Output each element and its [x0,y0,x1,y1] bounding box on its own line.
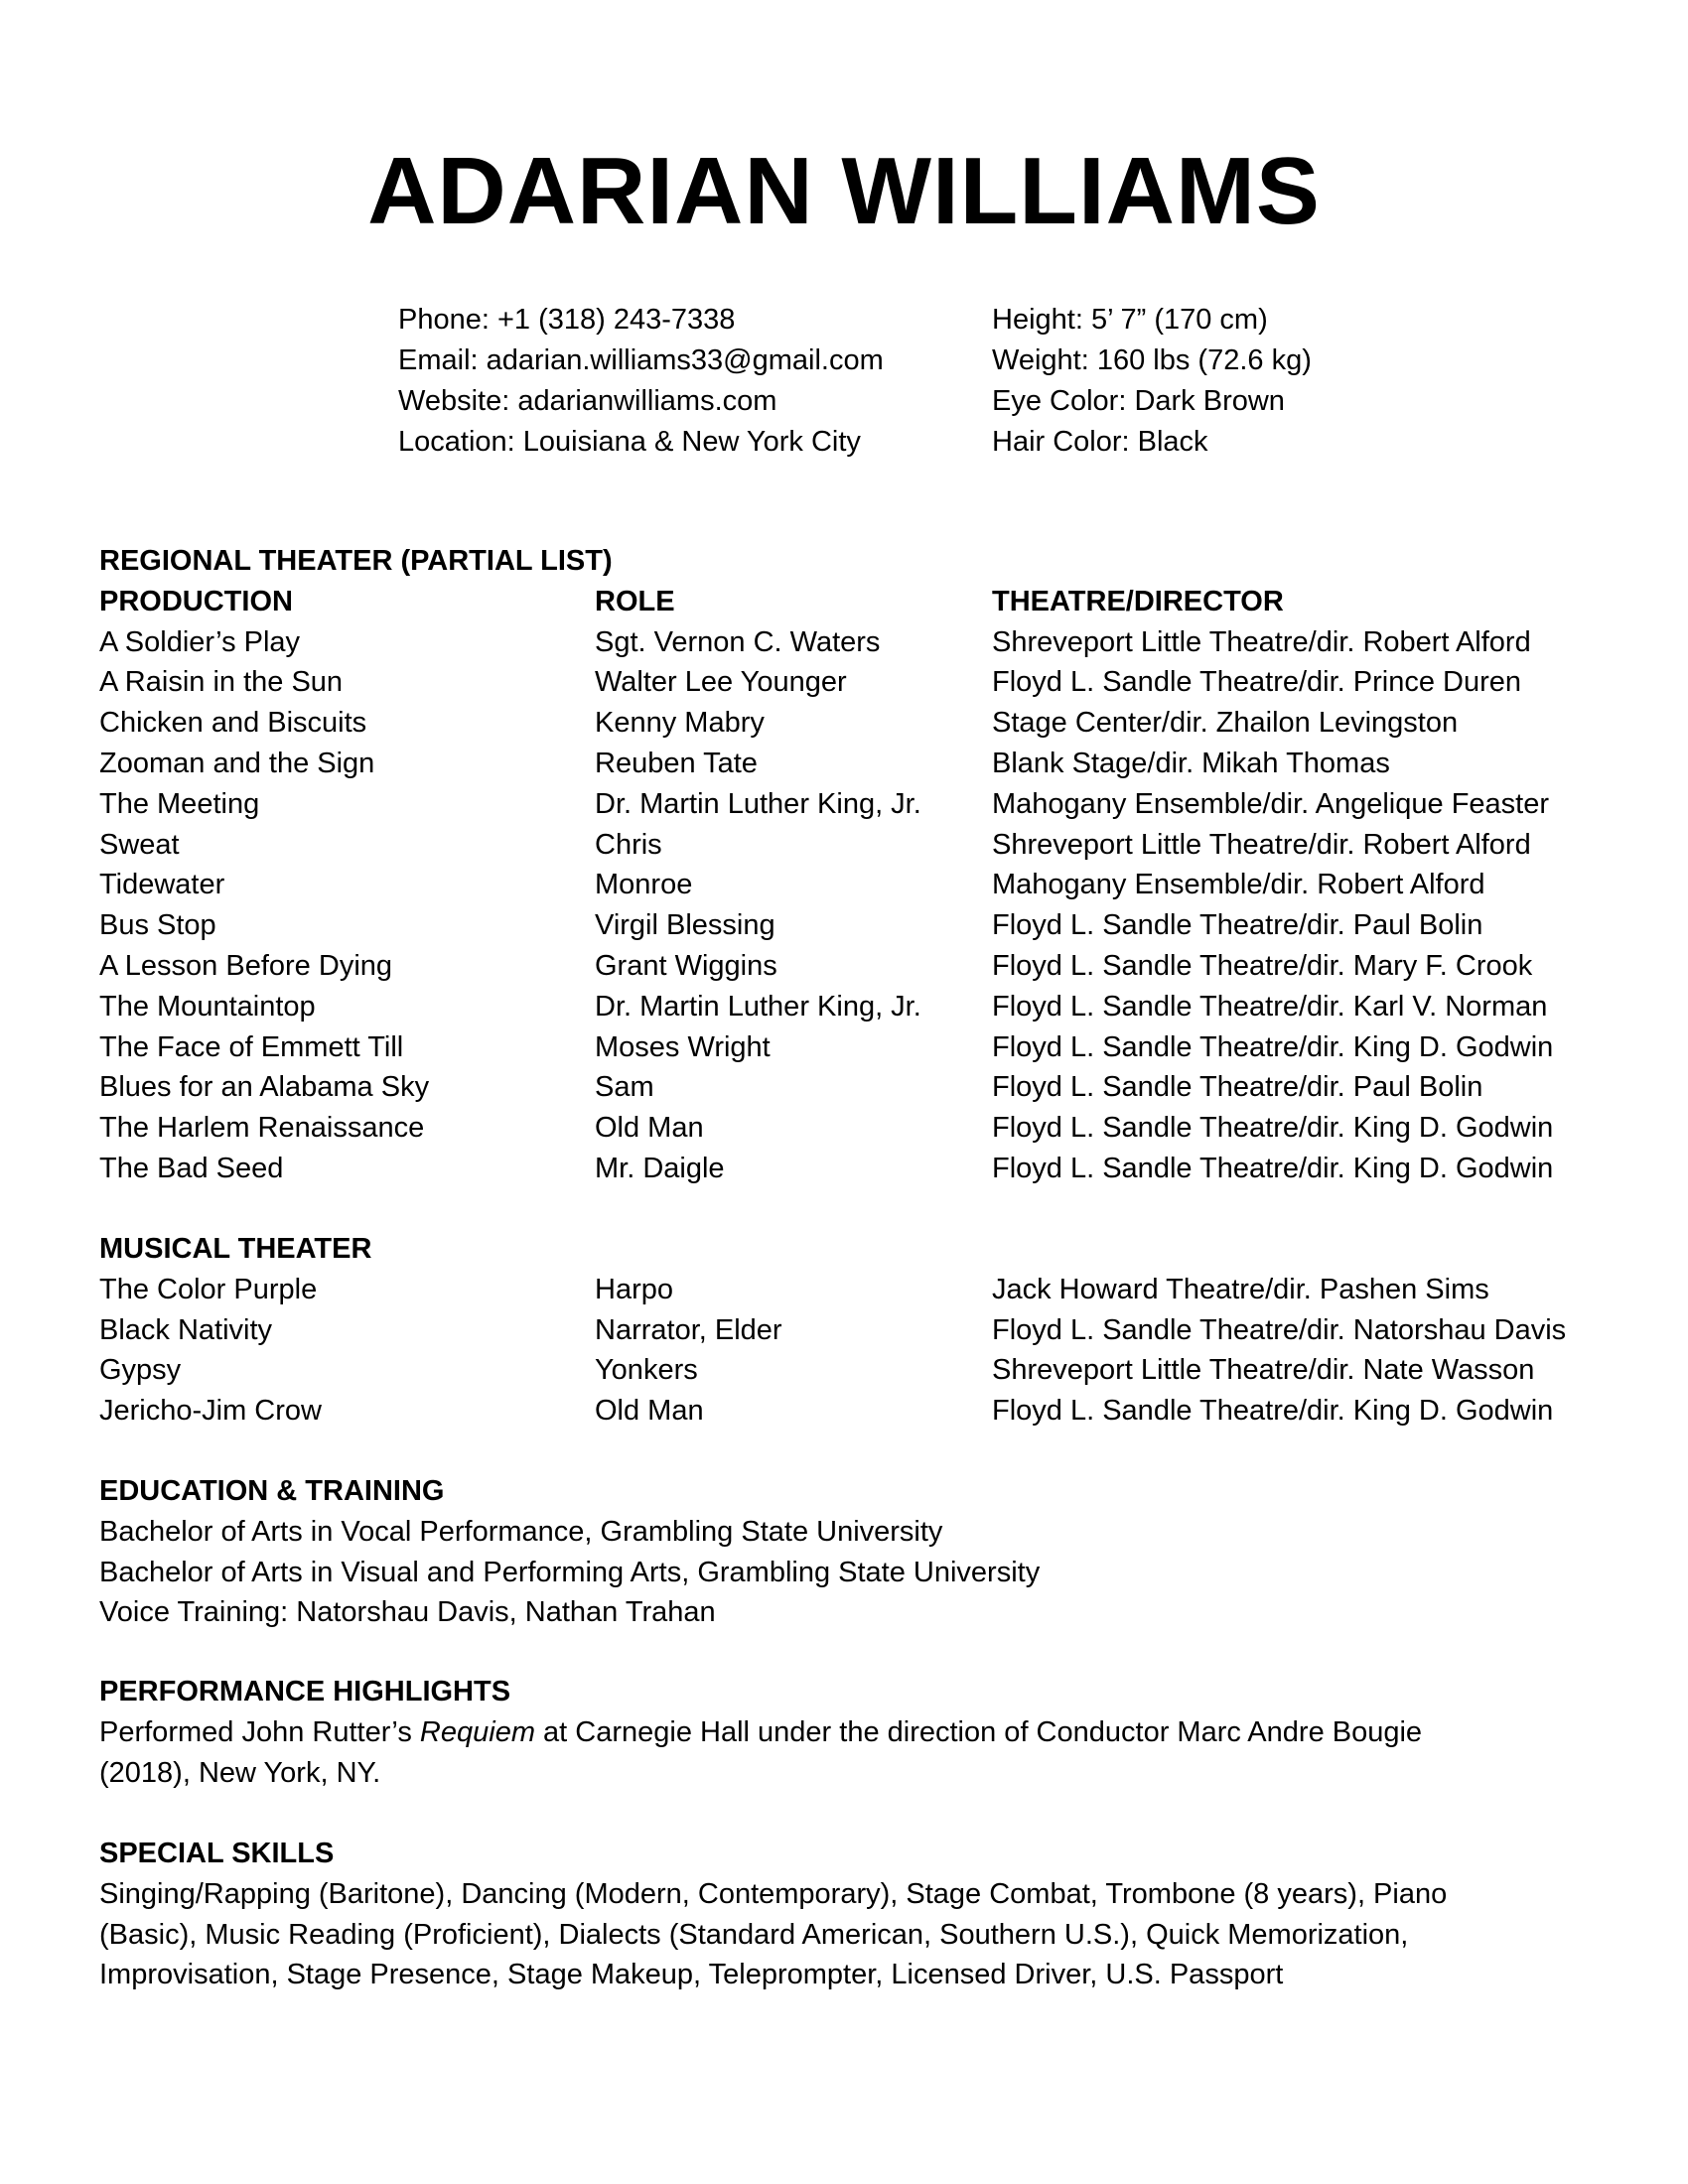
credit-production: Zooman and the Sign [99,747,375,779]
credit-role: Grant Wiggins [595,949,777,982]
column-header-theatre-director: THEATRE/DIRECTOR [992,585,1284,617]
credit-theatre-director: Shreveport Little Theatre/dir. Nate Wasson [992,1354,1535,1387]
credit-theatre-director: Floyd L. Sandle Theatre/dir. King D. Godwin [992,1395,1554,1428]
credit-row [99,1310,1589,1351]
credit-role: Dr. Martin Luther King, Jr. [595,990,921,1023]
stat-height: Height: 5’ 7” (170 cm) [992,304,1268,336]
credit-production: The Bad Seed [99,1152,284,1184]
credit-role: Reuben Tate [595,747,758,779]
credit-row [99,865,1589,905]
credit-theatre-director: Mahogany Ensemble/dir. Angelique Feaster [992,787,1550,820]
credit-role: Dr. Martin Luther King, Jr. [595,787,921,820]
contact-email: Email: adarian.williams33@gmail.com [398,344,884,376]
credit-production: The Harlem Renaissance [99,1112,425,1145]
credit-row [99,946,1589,987]
musical-theater-section [99,1229,1589,1432]
credit-theatre-director: Floyd L. Sandle Theatre/dir. Natorshau Davis [992,1313,1567,1346]
credit-role: Old Man [595,1395,704,1428]
credit-theatre-director: Shreveport Little Theatre/dir. Robert Alford [992,625,1531,658]
regional-theater-section [99,541,1589,1189]
credit-theatre-director: Floyd L. Sandle Theatre/dir. King D. Godwin [992,1152,1554,1184]
credit-role: Narrator, Elder [595,1313,782,1346]
credit-theatre-director: Floyd L. Sandle Theatre/dir. Paul Bolin [992,1071,1483,1104]
credit-row [99,1027,1589,1068]
credit-row [99,662,1589,703]
stat-eye-color: Eye Color: Dark Brown [992,385,1285,417]
credit-role: Chris [595,828,662,861]
credit-production: The Mountaintop [99,990,316,1023]
section-title: MUSICAL THEATER [99,1233,372,1265]
credit-role: Monroe [595,869,693,901]
credit-production: Sweat [99,828,180,861]
credit-row [99,987,1589,1027]
credit-theatre-director: Floyd L. Sandle Theatre/dir. King D. Godwin [992,1030,1554,1063]
credit-production: Bus Stop [99,909,216,942]
credit-row [99,622,1589,663]
special-skills-section [99,1834,1589,1995]
credit-theatre-director: Jack Howard Theatre/dir. Pashen Sims [992,1273,1489,1305]
section-title: PERFORMANCE HIGHLIGHTS [99,1676,511,1707]
performance-highlights-section [99,1672,1589,1793]
credit-row [99,905,1589,946]
table-header [99,582,1589,622]
credit-role: Sam [595,1071,654,1104]
contact-location: Location: Louisiana & New York City [398,426,861,458]
column-header-production: PRODUCTION [99,585,293,617]
credit-production: A Lesson Before Dying [99,949,393,982]
credit-role: Harpo [595,1273,673,1305]
credit-row [99,784,1589,825]
education-item: Voice Training: Natorshau Davis, Nathan Trahan [99,1596,716,1629]
credit-theatre-director: Blank Stage/dir. Mikah Thomas [992,747,1390,779]
section-title: EDUCATION & TRAINING [99,1475,445,1507]
credit-theatre-director: Floyd L. Sandle Theatre/dir. Mary F. Crook [992,949,1533,982]
stat-weight: Weight: 160 lbs (72.6 kg) [992,344,1312,376]
contact-website: Website: adarianwilliams.com [398,385,777,417]
credit-production: Chicken and Biscuits [99,707,367,740]
credit-theatre-director: Floyd L. Sandle Theatre/dir. Karl V. Norman [992,990,1548,1023]
credit-row [99,1270,1589,1310]
credit-theatre-director: Shreveport Little Theatre/dir. Robert Alford [992,828,1531,861]
credit-theatre-director: Floyd L. Sandle Theatre/dir. Prince Duren [992,666,1522,699]
education-item: Bachelor of Arts in Vocal Performance, Grambling State University [99,1515,943,1548]
credit-production: Tidewater [99,869,225,901]
contact-phone: Phone: +1 (318) 243-7338 [398,304,736,336]
physical-stats [992,300,1312,463]
section-title: REGIONAL THEATER (PARTIAL LIST) [99,545,613,577]
credit-production: The Face of Emmett Till [99,1030,404,1063]
credit-role: Walter Lee Younger [595,666,847,699]
credit-role: Kenny Mabry [595,707,765,740]
credit-row [99,1391,1589,1432]
highlight-work-title: Requiem [419,1715,535,1748]
credit-production: Jericho-Jim Crow [99,1395,322,1428]
stat-hair-color: Hair Color: Black [992,426,1208,458]
musical-credits-list [99,1270,1589,1432]
credit-row [99,1067,1589,1108]
credit-production: The Meeting [99,787,260,820]
contact-info [398,300,884,463]
credit-theatre-director: Floyd L. Sandle Theatre/dir. Paul Bolin [992,909,1483,942]
highlight-text [99,1712,1509,1794]
highlight-text-end: at Carnegie Hall under the direction of Conductor Marc Andre Bougie (2018), New York, NY. [99,1715,1423,1789]
credit-role: Sgt. Vernon C. Waters [595,625,881,658]
credit-production: Gypsy [99,1354,182,1387]
credit-row [99,1108,1589,1149]
column-header-role: ROLE [595,585,675,617]
highlight-text-start: Performed John Rutter’s [99,1715,420,1748]
credit-theatre-director: Mahogany Ensemble/dir. Robert Alford [992,869,1485,901]
credit-theatre-director: Stage Center/dir. Zhailon Levingston [992,707,1459,740]
credit-production: Black Nativity [99,1313,273,1346]
credit-role: Virgil Blessing [595,909,775,942]
credit-row [99,825,1589,866]
credit-role: Mr. Daigle [595,1152,725,1184]
credit-row [99,1350,1589,1391]
credit-theatre-director: Floyd L. Sandle Theatre/dir. King D. Godwin [992,1112,1554,1145]
credit-row [99,703,1589,744]
credit-role: Yonkers [595,1354,698,1387]
credit-production: A Raisin in the Sun [99,666,344,699]
section-title: SPECIAL SKILLS [99,1838,335,1869]
credit-role: Old Man [595,1112,704,1145]
credit-production: The Color Purple [99,1273,318,1305]
education-section [99,1471,1589,1633]
credit-row [99,744,1589,784]
skills-text: Singing/Rapping (Baritone), Dancing (Modern, Contemporary), Stage Combat, Trombone (8 years), Piano (Basic), Music Reading (Proficient), Dialects (Standard American, Southern U.S.), Quick Memorization, Improvisation, Stage Presence, Stage Makeup, Teleprompter, Licensed Driver, U.S. Passport [99,1877,1448,1991]
education-item: Bachelor of Arts in Visual and Performing Arts, Grambling State University [99,1556,1041,1588]
credit-production: A Soldier’s Play [99,625,301,658]
credit-production: Blues for an Alabama Sky [99,1071,430,1104]
credit-row [99,1149,1589,1189]
resume-name: ADARIAN WILLIAMS [367,138,1321,244]
credit-role: Moses Wright [595,1030,771,1063]
regional-credits-list [99,622,1589,1189]
